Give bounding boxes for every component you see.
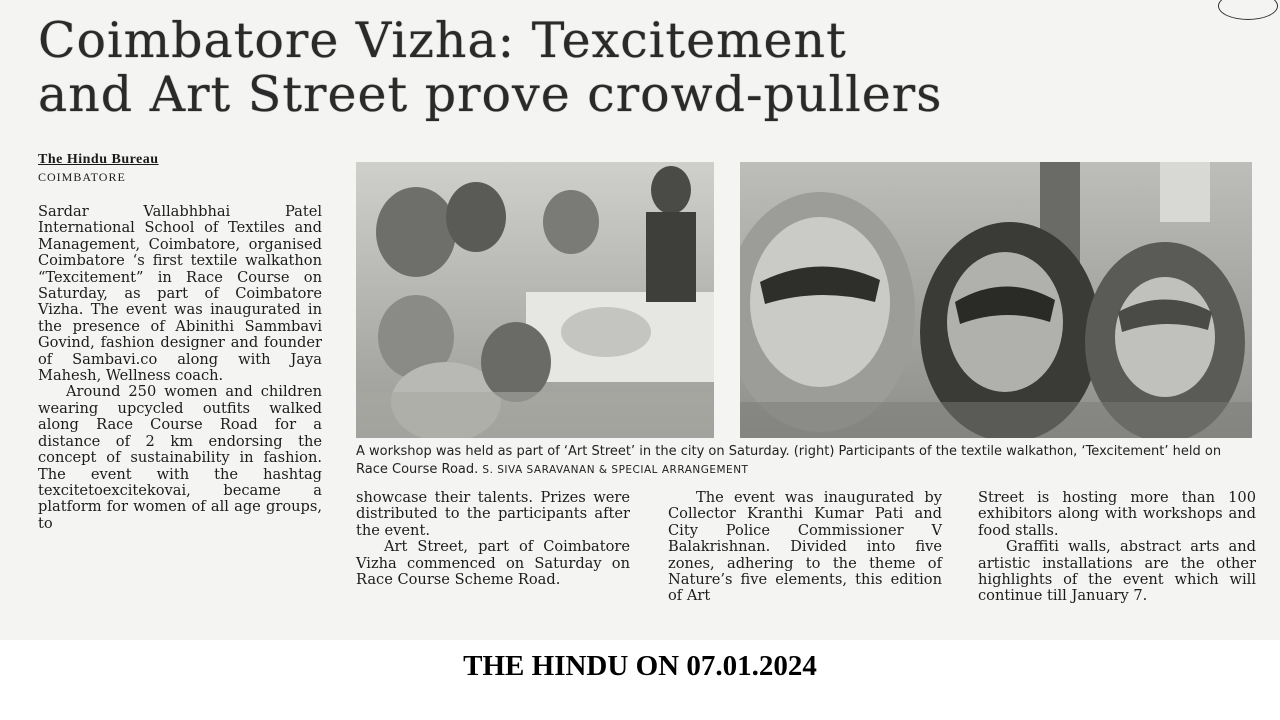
paragraph: Sardar Vallabhbhai Patel International School of Textiles and Management, Coimbatore, organised Coimbatore ‘s first textile walkathon “Texcitement” in Race Course on Saturday, as part of Coimbatore Vizha. The event was inaugurated in the presence of Abinithi Sammbavi Govind, fashion designer and founder of Sambavi.co along with Jaya Mahesh, Wellness coach.: [38, 203, 322, 385]
paragraph: Around 250 women and children wearing upcycled outfits walked along Race Course Road for a distance of 2 km endorsing the concept of sustainability in fashion. The event with the hashtag texcitetoexcitekovai, became a platform for women of all age groups, to: [38, 383, 322, 532]
headline-line-2: and Art Street prove crowd-pullers: [38, 66, 943, 123]
article-column-2: [356, 490, 630, 588]
article-headline: [38, 14, 1238, 122]
paragraph: Art Street, part of Coimbatore Vizha commenced on Saturday on Race Course Scheme Road.: [356, 538, 630, 589]
photo-credit: S. SIVA SARAVANAN & SPECIAL ARRANGEMENT: [482, 464, 749, 476]
headline-line-1: Coimbatore Vizha: Texcitement: [38, 12, 847, 69]
caption-text: A workshop was held as part of ‘Art Street’ in the city on Saturday. (right) Participants of the textile walkathon, ‘Texcitement’ held on Race Course Road.: [356, 444, 1222, 477]
article-column-1: [38, 204, 322, 532]
source-footer: THE HINDU ON 07.01.2024: [463, 650, 817, 682]
dateline: COIMBATORE: [38, 170, 126, 184]
article-column-3: [668, 490, 942, 605]
paragraph: showcase their talents. Prizes were distributed to the participants after the event.: [356, 489, 630, 539]
walkathon-photo: [740, 162, 1252, 438]
paragraph: Graffiti walls, abstract arts and artistic installations are the other highlights of the event which will continue till January 7.: [978, 538, 1256, 605]
paragraph: The event was inaugurated by Collector Kranthi Kumar Pati and City Police Commissioner V Balakrishnan. Divided into five zones, adhering to the theme of Nature’s five elements, this edition of Art: [668, 489, 942, 605]
paragraph: Street is hosting more than 100 exhibitors along with workshops and food stalls.: [978, 489, 1256, 539]
byline: The Hindu Bureau: [38, 152, 159, 167]
photo-caption: [356, 443, 1256, 479]
article-column-4: [978, 490, 1256, 605]
workshop-photo: [356, 162, 714, 438]
